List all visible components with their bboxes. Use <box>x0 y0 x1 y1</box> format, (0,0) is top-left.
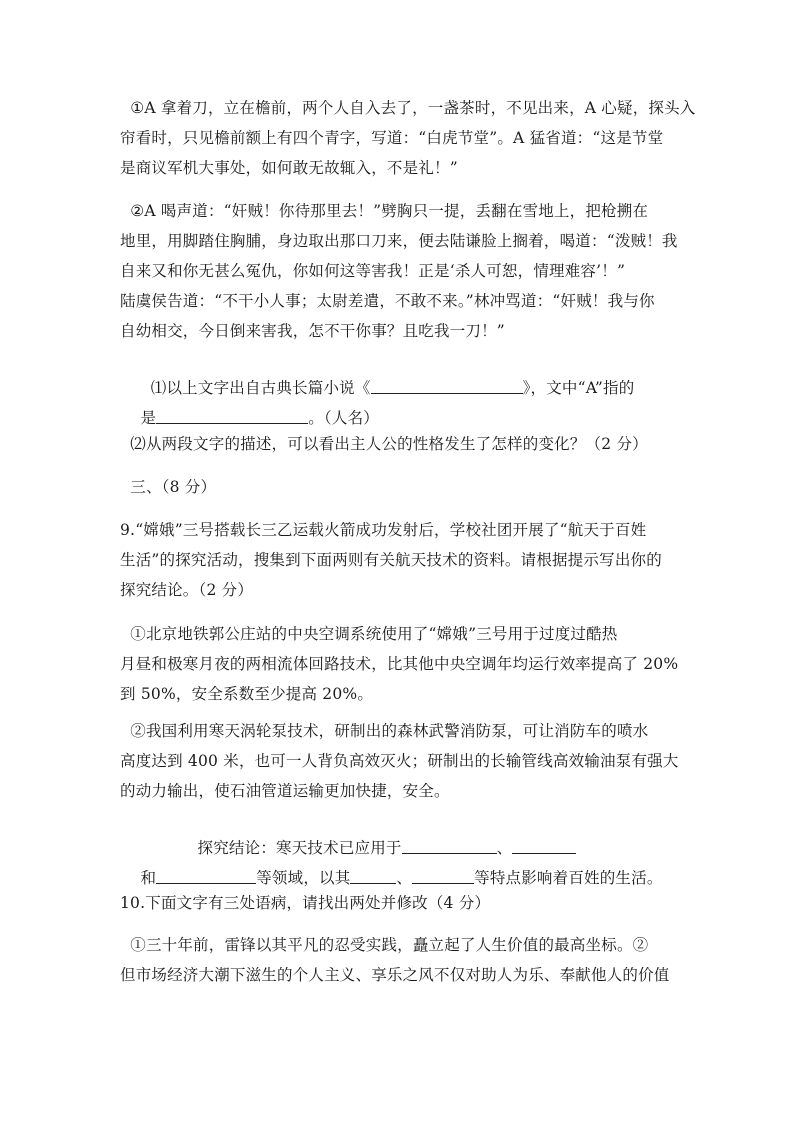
conclusion-text: 、 <box>496 838 513 857</box>
passage-a-line: 帘看时，只见檐前额上有四个青字，写道：“白虎节堂”。A 猛省道：“这是节堂 <box>120 129 664 147</box>
feature-blank-2[interactable] <box>412 869 474 884</box>
material-1-line: ①北京地铁郭公庄站的中央空调系统使用了“嫦娥”三号用于过度过酷热 <box>120 625 618 643</box>
passage-a-line: 是商议军机大事处，如何敢无故辄入，不是礼！” <box>120 159 458 177</box>
material-1-line: 到 50%，安全系数至少提高 20%。 <box>120 685 374 703</box>
question-1-text: 是 <box>140 408 157 427</box>
section-3-heading: 三、（8 分） <box>120 478 217 496</box>
conclusion-text: 等特点影响着百姓的生活。 <box>474 868 663 887</box>
passage-b-line: 自来又和你无甚么冤仇，你如何这等害我！正是‘杀人可恕，情理难容’！” <box>120 262 626 280</box>
field-blank-1[interactable] <box>402 839 497 854</box>
material-1-line: 月昼和极寒月夜的两相流体回路技术，比其他中央空调年均运行效率提高了 20% <box>120 655 679 673</box>
question-1-text: 。（人名） <box>308 408 379 427</box>
question-9-line: 探究结论。（2 分） <box>120 581 254 599</box>
field-blank-3[interactable] <box>156 869 256 884</box>
passage-b-line: 陆虞侯告道：“不干小人事；太尉差遣，不敢不来。”林冲骂道：“奸贼！我与你 <box>120 292 655 310</box>
conclusion-text: 等领域，以其 <box>256 868 351 887</box>
question-10: 10.下面文字有三处语病，请找出两处并修改（4 分） <box>120 894 491 912</box>
material-2-line: ②我国利用寒天涡轮泵技术，研制出的森林武警消防泵，可让消防车的喷水 <box>120 722 649 740</box>
conclusion-text: 和 <box>140 868 157 887</box>
question-2: ⑵从两段文字的描述，可以看出主人公的性格发生了怎样的变化？（2 分） <box>120 435 648 453</box>
novel-title-blank[interactable] <box>371 379 523 394</box>
passage-a-line: ①A 拿着刀，立在檐前，两个人自入去了，一盏茶时，不见出来，A 心疑，探头入 <box>120 99 696 117</box>
material-2-line: 的动力输出，使石油管道运输更加快捷，安全。 <box>120 782 450 800</box>
question-1-text: ⑴以上文字出自古典长篇小说《 <box>140 378 371 397</box>
material-2-line: 高度达到 400 米，也可一人背负高效灭火；研制出的长输管线高效输油泵有强大 <box>120 752 679 770</box>
field-blank-2[interactable] <box>512 839 576 854</box>
question-10-text-line: ①三十年前，雷锋以其平凡的忍受实践，矗立起了人生价值的最高坐标。② <box>120 936 649 954</box>
conclusion-text: 探究结论：寒天技术已应用于 <box>197 838 402 857</box>
question-9-line: 生活”的探究活动，搜集到下面两则有关航天技术的资料。请根据提示写出你的 <box>120 551 662 569</box>
feature-blank-1[interactable] <box>350 869 396 884</box>
conclusion-text: 、 <box>396 868 413 887</box>
passage-b-line: 自幼相交，今日倒来害我，怎不干你事？且吃我一刀！” <box>120 322 505 340</box>
passage-b-line: ②A 喝声道：“奸贼！你待那里去！”劈胸只一提，丢翻在雪地上，把枪搠在 <box>120 202 649 220</box>
character-name-blank[interactable] <box>156 409 308 424</box>
question-9-line: 9.“嫦娥”三号搭载长三乙运载火箭成功发射后，学校社团开展了“航天于百姓 <box>120 521 647 539</box>
question-10-text-line: 但市场经济大潮下滋生的个人主义、享乐之风不仅对助人为乐、奉献他人的价值 <box>120 966 670 984</box>
passage-b-line: 地里，用脚踏住胸脯，身边取出那口刀来，便去陆谦脸上搁着，喝道：“泼贼！我 <box>120 232 678 250</box>
question-1-text: 》，文中“A”指的 <box>522 378 635 397</box>
